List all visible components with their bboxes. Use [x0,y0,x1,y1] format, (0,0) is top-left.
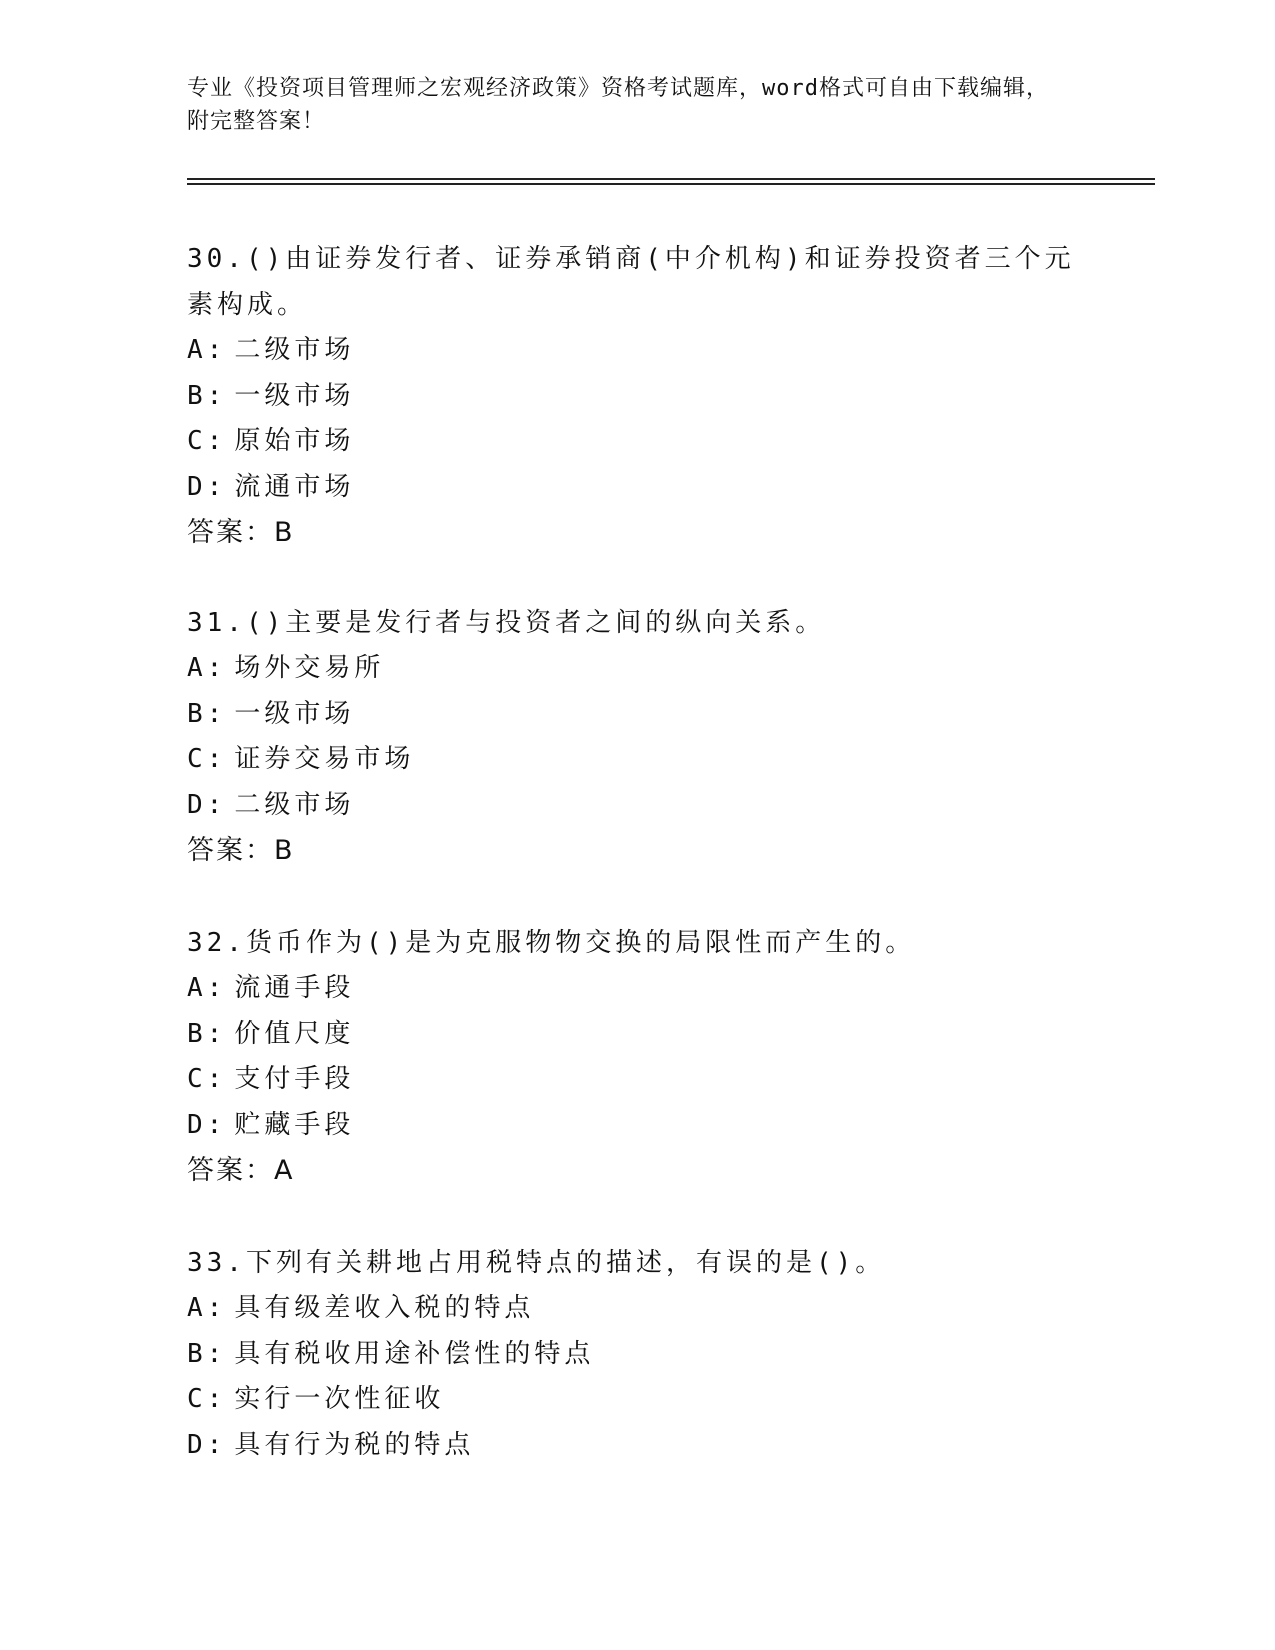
option-text: 证券交易市场 [234,744,415,774]
option-text: 具有级差收入税的特点 [234,1293,535,1323]
option-key: B: [187,380,227,411]
question-stem: 33.下列有关耕地占用税特点的描述，有误的是()。 [187,1248,886,1278]
option-text: 具有税收用途补偿性的特点 [234,1338,595,1369]
question-stem: 32.货币作为()是为克服物物交换的局限性而产生的。 [187,928,916,958]
question-stem: 31.()主要是发行者与投资者之间的纵向关系。 [187,608,826,638]
option-text: 一级市场 [234,698,355,729]
question-31 [187,600,1087,874]
option-a [187,966,1087,1012]
option-a [187,328,1087,374]
option-key: C: [187,1384,227,1414]
option-text: 二级市场 [234,789,355,820]
question-30 [187,236,1087,556]
option-d [187,465,1087,511]
option-b [187,1012,1087,1058]
option-key: C: [187,426,227,456]
question-33 [187,1240,1087,1468]
header-divider-top [187,178,1155,180]
option-text: 贮藏手段 [234,1109,355,1140]
option-text: 支付手段 [234,1064,355,1094]
option-key: A: [187,335,227,365]
option-c [187,1057,1087,1103]
option-key: B: [187,1338,227,1369]
answer-line: 答案：B [187,517,295,548]
option-b [187,1332,1087,1378]
option-text: 二级市场 [234,335,355,365]
document-header: 专业《投资项目管理师之宏观经济政策》资格考试题库，word格式可自由下载编辑，附完整答案！ [187,76,1049,134]
option-c [187,419,1087,465]
option-text: 价值尺度 [234,1018,355,1049]
question-stem: 30.()由证券发行者、证券承销商(中介机构)和证券投资者三个元素构成。 [187,244,1075,320]
option-key: D: [187,789,227,820]
question-32 [187,920,1087,1194]
option-key: A: [187,1293,227,1323]
option-b [187,374,1087,420]
option-text: 场外交易所 [234,653,385,683]
option-a [187,646,1087,692]
option-key: C: [187,744,227,774]
option-text: 一级市场 [234,380,355,411]
option-c [187,1377,1087,1423]
option-text: 实行一次性征收 [234,1384,445,1414]
option-a [187,1286,1087,1332]
option-d [187,1103,1087,1149]
option-key: C: [187,1064,227,1094]
option-text: 原始市场 [234,426,355,456]
option-text: 具有行为税的特点 [234,1429,475,1460]
option-c [187,737,1087,783]
option-key: B: [187,1018,227,1049]
option-key: D: [187,1429,227,1460]
option-d [187,783,1087,829]
answer-line: 答案：A [187,1155,295,1186]
option-b [187,692,1087,738]
answer-line: 答案：B [187,835,295,866]
option-key: D: [187,1109,227,1140]
header-divider-bottom [187,183,1155,185]
option-text: 流通市场 [234,471,355,502]
option-text: 流通手段 [234,973,355,1003]
option-d [187,1423,1087,1469]
option-key: D: [187,471,227,502]
option-key: B: [187,698,227,729]
option-key: A: [187,653,227,683]
option-key: A: [187,973,227,1003]
